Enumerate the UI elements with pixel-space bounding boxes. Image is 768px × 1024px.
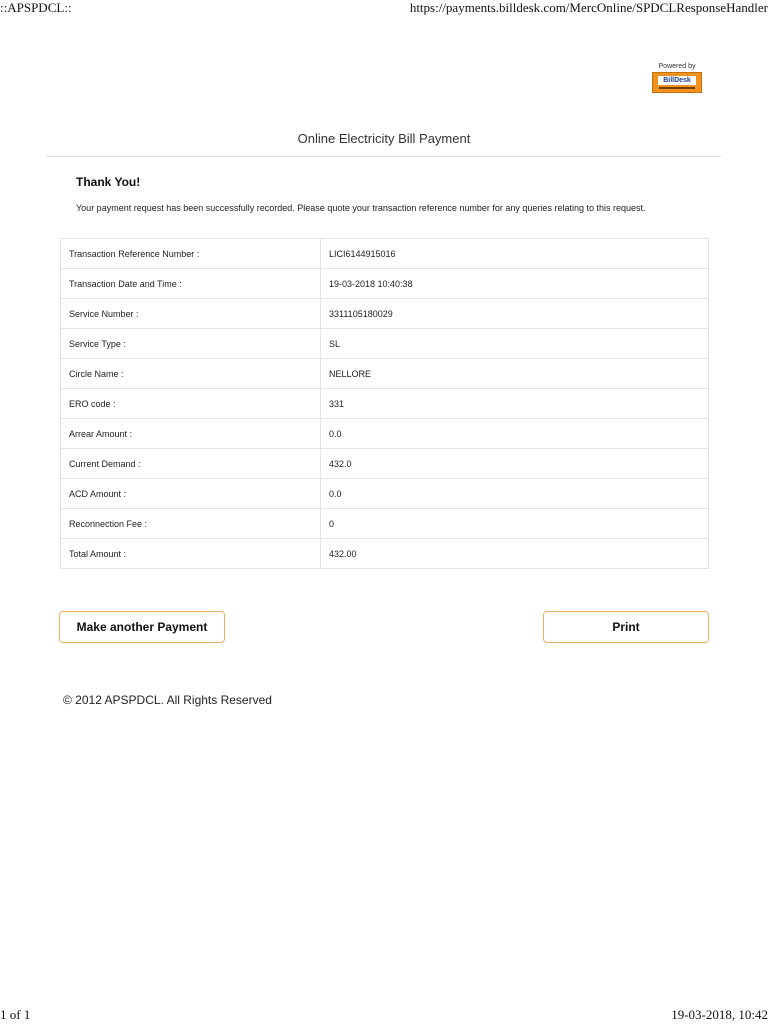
billdesk-logo [652,63,702,95]
page-title: Online Electricity Bill Payment [297,131,471,146]
print-header-url: https://payments.billdesk.com/MercOnline/SPDCLResponseHandler [409,0,768,15]
row-value: 432.0 [321,449,709,479]
title-divider [46,156,721,157]
table-row [61,539,709,569]
table-row [61,449,709,479]
row-label: Total Amount : [61,539,321,569]
table-row [61,389,709,419]
row-value: 3311105180029 [321,299,709,329]
billdesk-badge [652,72,702,93]
row-label: Current Demand : [61,449,321,479]
print-button[interactable]: Print [543,611,709,643]
print-footer-datetime: 19-03-2018, 10:42 [671,1007,768,1022]
row-label: Circle Name : [61,359,321,389]
table-row [61,329,709,359]
row-label: Transaction Date and Time : [61,269,321,299]
print-footer-page: 1 of 1 [0,1007,31,1022]
table-row [61,299,709,329]
row-label: Service Type : [61,329,321,359]
table-row [61,359,709,389]
row-label: ERO code : [61,389,321,419]
row-label: Arrear Amount : [61,419,321,449]
row-value: 19-03-2018 10:40:38 [321,269,709,299]
row-label: ACD Amount : [61,479,321,509]
row-value: 0.0 [321,419,709,449]
table-row [61,239,709,269]
make-another-payment-button[interactable]: Make another Payment [59,611,225,643]
row-value: NELLORE [321,359,709,389]
confirmation-message: Your payment request has been successfully recorded. Please quote your transaction reference number for any queries relating to this request. [76,203,646,213]
row-value: LICI6144915016 [321,239,709,269]
transaction-details-table [60,238,709,569]
copyright-notice: © 2012 APSPDCL. All Rights Reserved [63,693,272,707]
print-header-title: ::APSPDCL:: [0,0,72,15]
row-label: Transaction Reference Number : [61,239,321,269]
table-row [61,509,709,539]
billdesk-tagline-bar [659,87,695,89]
row-value: 432.00 [321,539,709,569]
row-value: 0.0 [321,479,709,509]
table-row [61,269,709,299]
row-value: 0 [321,509,709,539]
row-label: Reconnection Fee : [61,509,321,539]
table-row [61,479,709,509]
billdesk-brand-text: BillDesk [658,76,696,85]
table-row [61,419,709,449]
thank-you-heading: Thank You! [76,175,141,189]
powered-by-label: Powered by [658,63,696,70]
row-value: 331 [321,389,709,419]
row-label: Service Number : [61,299,321,329]
row-value: SL [321,329,709,359]
